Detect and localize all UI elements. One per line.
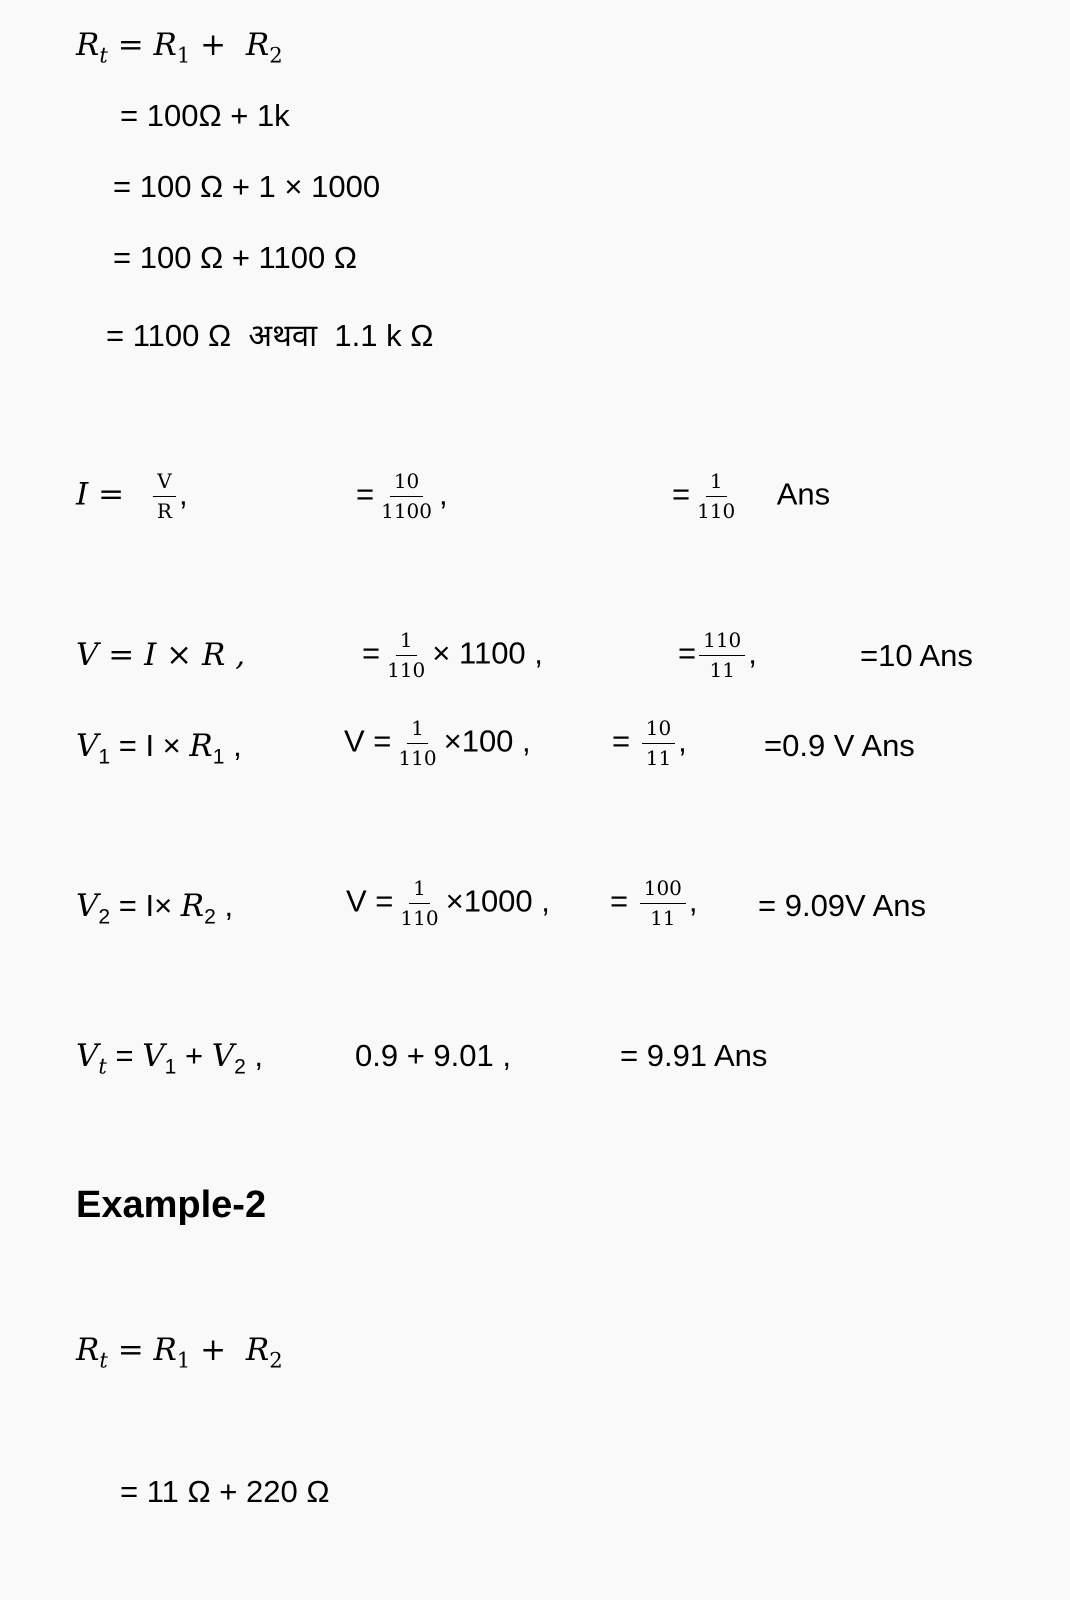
v2-sub: 2 [234, 1055, 246, 1079]
rt-symbol: R [76, 27, 100, 63]
v1-sub: 1 [98, 745, 111, 769]
current-lhs: I = [76, 476, 125, 513]
v-equals: V = [346, 883, 394, 919]
fraction-den: 110 [697, 499, 736, 523]
fraction-10-over-11 [642, 717, 675, 770]
fraction-num: 1 [396, 629, 417, 656]
v1-equation [76, 730, 242, 767]
r2-symbol: R [180, 888, 205, 924]
example-2-step-1: = 11 Ω + 220 Ω [120, 1474, 330, 1509]
fraction-100-over-11 [640, 877, 686, 930]
v2-step-1 [346, 877, 550, 930]
r1-sub: 1 [176, 1347, 191, 1373]
v2-mid: = I× [110, 888, 181, 923]
v2-step-2: = $\frac{100}{11}$ , [610, 876, 698, 930]
v2-sub: 2 [98, 905, 111, 929]
v1-sub: 1 [164, 1055, 177, 1079]
v1-multiplier: ×100 , [443, 723, 531, 759]
fraction-num: 100 [640, 877, 686, 904]
r1-symbol: R [153, 1332, 177, 1368]
voltage-multiplier: × 1100 , [432, 635, 543, 671]
fraction-v-over-r [153, 470, 176, 523]
r2-sub: 2 [269, 42, 283, 68]
r2-symbol: R [245, 1332, 270, 1368]
vt-equation: $V_t = V_1 + V_2$ , [76, 1038, 264, 1079]
fraction-num: V [153, 470, 175, 497]
vt-sub: t [98, 1053, 107, 1079]
fraction-den: R [156, 499, 172, 523]
current-step-1: = $\frac{10}{1100}$ , [356, 469, 448, 523]
fraction-1-over-110 [693, 470, 739, 523]
v2-symbol: V [211, 1038, 235, 1074]
r1-symbol: R [189, 728, 213, 764]
current-equation: I = $\frac{V}{R}$ , [76, 469, 188, 523]
r2-sub: 2 [269, 1347, 283, 1373]
fraction-den: 11 [650, 906, 676, 930]
fraction-den: 110 [400, 906, 439, 930]
v1-symbol: V [76, 728, 99, 764]
v2-symbol: V [76, 888, 99, 924]
voltage-step-2: = $\frac{110}{11}$ , [678, 628, 757, 682]
voltage-equation: V = I × R , [76, 637, 246, 673]
fraction-1-over-110 [383, 629, 429, 682]
fraction-110-over-11 [699, 629, 745, 682]
example-2-rt-equation: $R_t = R_1 + R_2$ [76, 1332, 283, 1373]
rt-equation: $R_t = R_1 + R_2$ [76, 27, 283, 68]
current-answer: Ans [776, 476, 831, 512]
step-4 [106, 320, 433, 352]
fraction-num: 1 [409, 877, 430, 904]
fraction-1-over-110 [394, 717, 440, 770]
v1-step-1 [344, 717, 531, 770]
comma: , [245, 1038, 264, 1073]
voltage-step-1: = $\frac{1}{110}$ × 1100 , [362, 628, 543, 682]
vt-result: = 9.91 Ans [620, 1038, 768, 1073]
fraction-den: 11 [709, 658, 735, 682]
r2-sub: 2 [204, 905, 216, 929]
fraction-num: 10 [390, 470, 423, 497]
v2-result: = 9.09V Ans [758, 888, 927, 923]
fraction-num: 1 [706, 470, 727, 497]
current-step-2: = $\frac{1}{110}$ Ans [672, 469, 831, 523]
r2-symbol: R [245, 27, 270, 63]
step-2: = 100 Ω + 1 × 1000 [113, 169, 381, 204]
fraction-den: 1100 [381, 499, 433, 523]
v2-multiplier: ×1000 , [445, 883, 550, 919]
fraction-den: 110 [387, 658, 426, 682]
v-equals: V = [344, 723, 392, 759]
example-2-heading: Example-2 [76, 1184, 267, 1226]
step-4-value: = 1100 Ω [106, 318, 232, 353]
comma: , [215, 888, 234, 923]
step-1: = 100Ω + 1k [120, 98, 290, 133]
comma: , [224, 728, 242, 763]
fraction-10-over-1100 [377, 470, 436, 523]
v1-step-2: = $\frac{10}{11}$ , [612, 716, 687, 770]
r1-symbol: R [153, 27, 177, 63]
fraction-den: 110 [398, 746, 437, 770]
fraction-den: 11 [645, 746, 672, 770]
fraction-1-over-110 [396, 877, 442, 930]
rt-symbol: R [76, 1332, 100, 1368]
fraction-num: 10 [642, 717, 675, 744]
step-4-alt-value: 1.1 k Ω [334, 318, 434, 353]
fraction-num: 1 [407, 717, 428, 744]
step-4-hindi-word: अथवा [248, 318, 318, 354]
r1-sub: 1 [176, 42, 191, 68]
step-3: = 100 Ω + 1100 Ω [113, 240, 358, 275]
v1-symbol: V [142, 1038, 165, 1074]
v2-equation [76, 890, 233, 927]
voltage-result: =10 Ans [860, 638, 973, 673]
rt-sub: t [99, 1347, 108, 1373]
vt-symbol: V [76, 1038, 99, 1074]
r1-sub: 1 [212, 745, 225, 769]
v1-result: =0.9 V Ans [764, 728, 915, 763]
v1-mid: = I × [110, 728, 190, 763]
vt-sum: 0.9 + 9.01 , [355, 1038, 511, 1073]
rt-sub: t [99, 42, 108, 68]
fraction-num: 110 [699, 629, 745, 656]
